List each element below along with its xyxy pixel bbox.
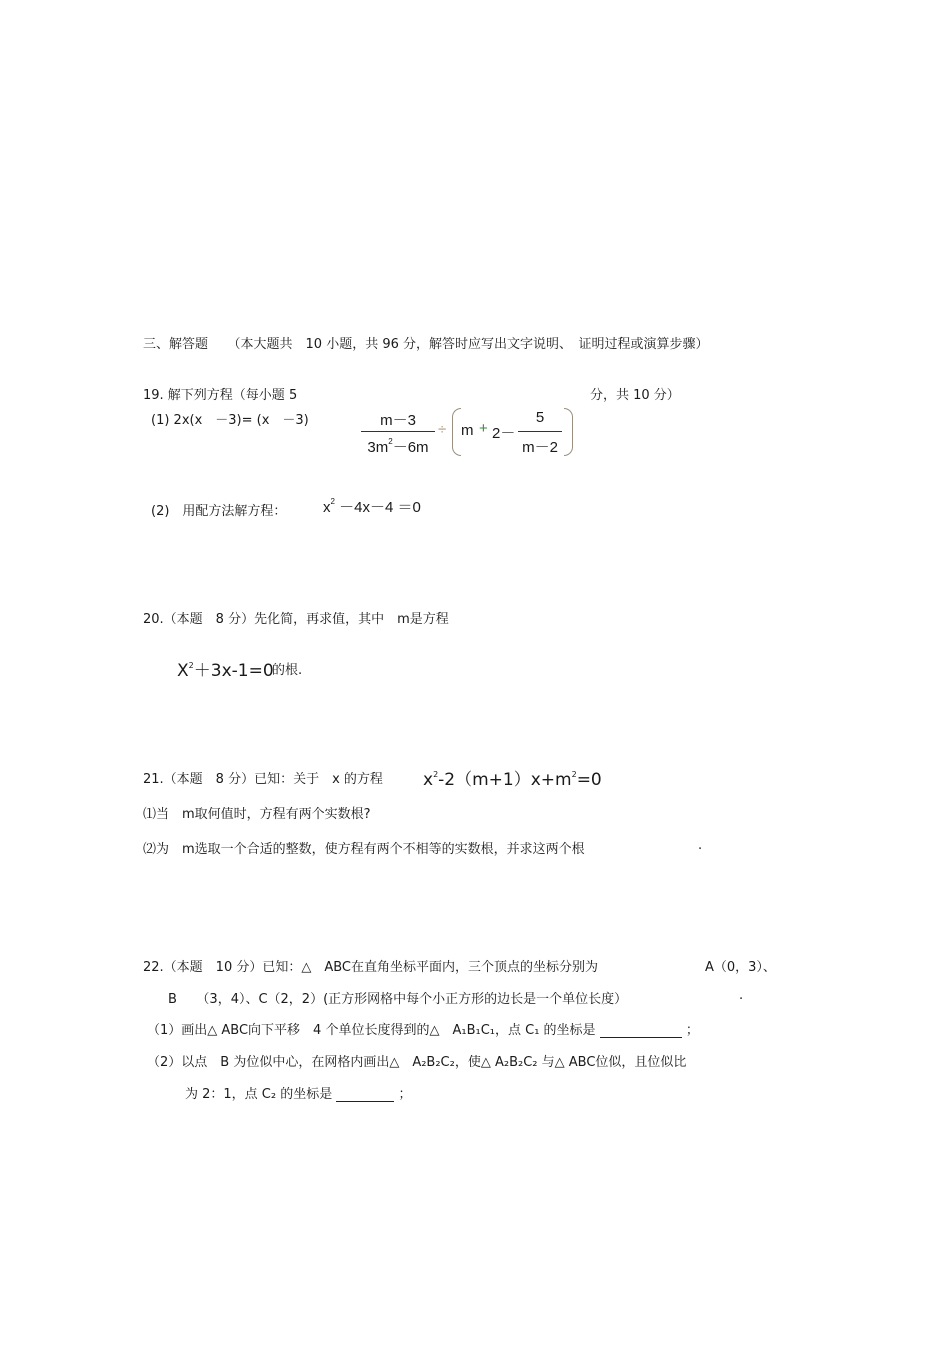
q21-part2-end: .	[698, 838, 703, 853]
q20-heading: 20.（本题 8 分）先化简，再求值，其中 m是方程	[143, 612, 449, 627]
q19-heading-tail: 分，共 10 分）	[590, 388, 680, 403]
q19-part1: (1) 2x(x －3)= (x －3)	[151, 413, 309, 428]
q22-part3: 为 2：1，点 C₂ 的坐标是 ；	[185, 1087, 412, 1102]
fraction2-denominator: m－2	[522, 439, 558, 456]
q19-part2: (2) 用配方法解方程：	[151, 504, 287, 519]
q21-equation: $x^2-2(m+1)x+m^2=0$	[423, 770, 602, 790]
q21-heading: 21.（本题 8 分）已知：关于 x 的方程	[143, 772, 383, 787]
q22-line2: B （3，4）、C（2，2）(正方形网格中每个小正方形的边长是一个单位长度）	[168, 992, 628, 1007]
left-paren	[452, 408, 461, 456]
section-title: 三、解答题 （本大题共 10 小题，共 96 分，解答时应写出文字说明、 证明过程或演算步骤）	[143, 337, 709, 352]
divide-sign: ÷	[438, 421, 447, 438]
answer-blank-c1[interactable]	[600, 1023, 682, 1038]
q22-line1: 22.（本题 10 分）已知：△ ABC在直角坐标平面内，三个顶点的坐标分别为	[143, 960, 599, 975]
q19-part2-equation: $x^2 -4x-4 =0$	[323, 497, 421, 516]
fraction2-bar	[518, 431, 562, 432]
q19-heading: 19. 解下列方程（每小题 5	[143, 388, 298, 403]
paren-term-m: m	[461, 422, 474, 439]
q21-part1: ⑴当 m取何值时，方程有两个实数根?	[143, 807, 371, 822]
fraction2-numerator: 5	[535, 409, 545, 426]
q22-part1: （1）画出△ ABC向下平移 4 个单位长度得到的△ A₁B₁C₁，点 C₁ 的坐标是 ；	[147, 1023, 699, 1038]
q20-equation: $X^2+3x-1=0$	[177, 661, 274, 681]
q22-part2: （2）以点 B 为位似中心，在网格内画出△ A₂B₂C₂，使△ A₂B₂C₂ 与△ ABC位似，且位似比	[147, 1055, 687, 1070]
fraction1-bar	[361, 431, 435, 432]
q22-line1-tail: A（0，3）、	[705, 960, 776, 975]
right-paren	[564, 408, 573, 456]
q22-line2-end: .	[739, 988, 744, 1003]
q21-part2: ⑵为 m选取一个合适的整数，使方程有两个不相等的实数根，并求这两个根	[143, 842, 585, 857]
fraction1-numerator: m－3	[380, 412, 416, 429]
q20-tail: 的根.	[272, 663, 303, 678]
paren-term-2: 2－	[492, 425, 516, 442]
fraction1-denominator: $3m^2-6m$	[367, 437, 429, 456]
answer-blank-c2[interactable]	[336, 1087, 394, 1102]
plus-sign: +	[479, 420, 488, 437]
